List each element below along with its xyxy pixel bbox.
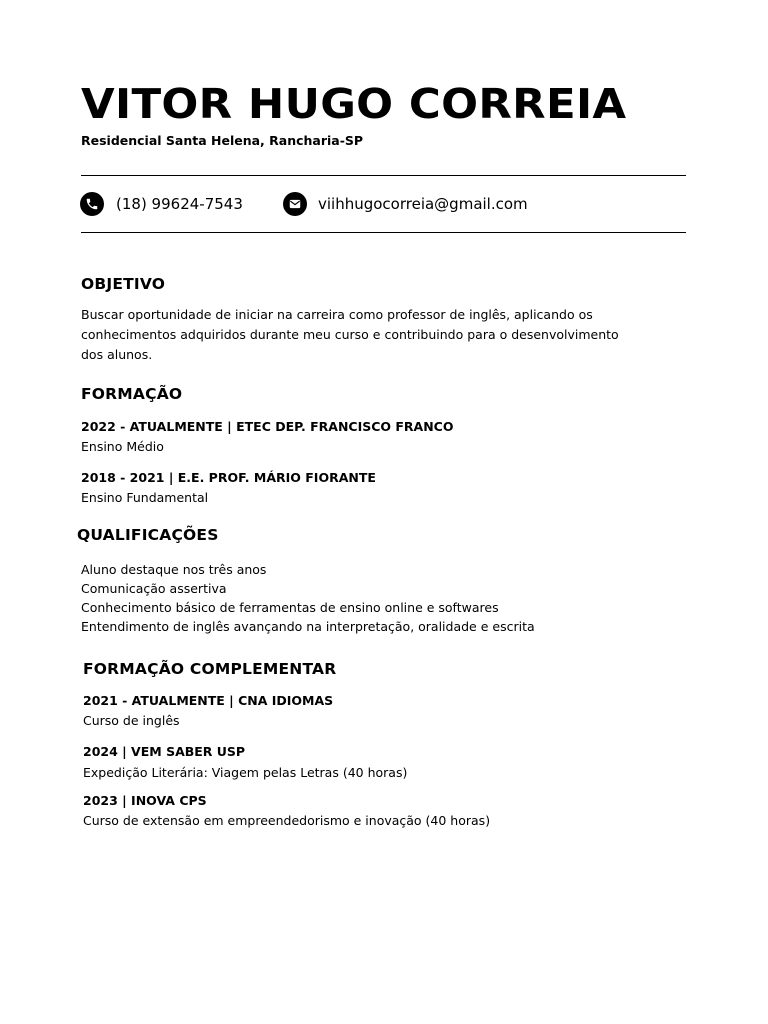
list-item: Aluno destaque nos três anos — [81, 562, 267, 577]
objective-line: Buscar oportunidade de iniciar na carreira como professor de inglês, aplicando os — [81, 307, 593, 322]
phone-icon — [80, 192, 104, 216]
top-divider — [81, 175, 686, 176]
list-item: Entendimento de inglês avançando na interpretação, oralidade e escrita — [81, 619, 535, 634]
complementary-entry-detail: Expedição Literária: Viagem pelas Letras (40 horas) — [83, 765, 408, 780]
list-item: Comunicação assertiva — [81, 581, 227, 596]
candidate-name: VITOR HUGO CORREIA — [81, 80, 627, 128]
complementary-entry-heading: 2021 - ATUALMENTE | CNA IDIOMAS — [83, 693, 334, 708]
complementary-entry-heading: 2023 | INOVA CPS — [83, 793, 207, 808]
complementary-title: FORMAÇÃO COMPLEMENTAR — [83, 660, 337, 678]
education-entry-heading: 2018 - 2021 | E.E. PROF. MÁRIO FIORANTE — [81, 470, 376, 485]
complementary-entry-heading: 2024 | VEM SABER USP — [83, 744, 246, 759]
education-entry-detail: Ensino Fundamental — [81, 490, 209, 505]
complementary-entry-detail: Curso de extensão em empreendedorismo e inovação (40 horas) — [83, 813, 491, 828]
qualifications-list — [81, 560, 535, 636]
email-address: viihhugocorreia@gmail.com — [318, 195, 528, 213]
qualifications-title: QUALIFICAÇÕES — [77, 526, 219, 544]
complementary-entry-detail: Curso de inglês — [83, 713, 180, 728]
education-entry-heading: 2022 - ATUALMENTE | ETEC DEP. FRANCISCO FRANCO — [81, 419, 454, 434]
objective-line: dos alunos. — [81, 347, 153, 362]
objective-line: conhecimentos adquiridos durante meu curso e contribuindo para o desenvolvimento — [81, 327, 619, 342]
objective-text — [81, 305, 619, 365]
objective-title: OBJETIVO — [81, 275, 166, 293]
envelope-icon — [283, 192, 307, 216]
education-entry-detail: Ensino Médio — [81, 439, 164, 454]
bottom-divider — [81, 232, 686, 233]
education-title: FORMAÇÃO — [81, 385, 183, 403]
phone-number: (18) 99624-7543 — [116, 195, 243, 213]
address: Residencial Santa Helena, Rancharia-SP — [81, 133, 364, 148]
list-item: Conhecimento básico de ferramentas de ensino online e softwares — [81, 600, 499, 615]
